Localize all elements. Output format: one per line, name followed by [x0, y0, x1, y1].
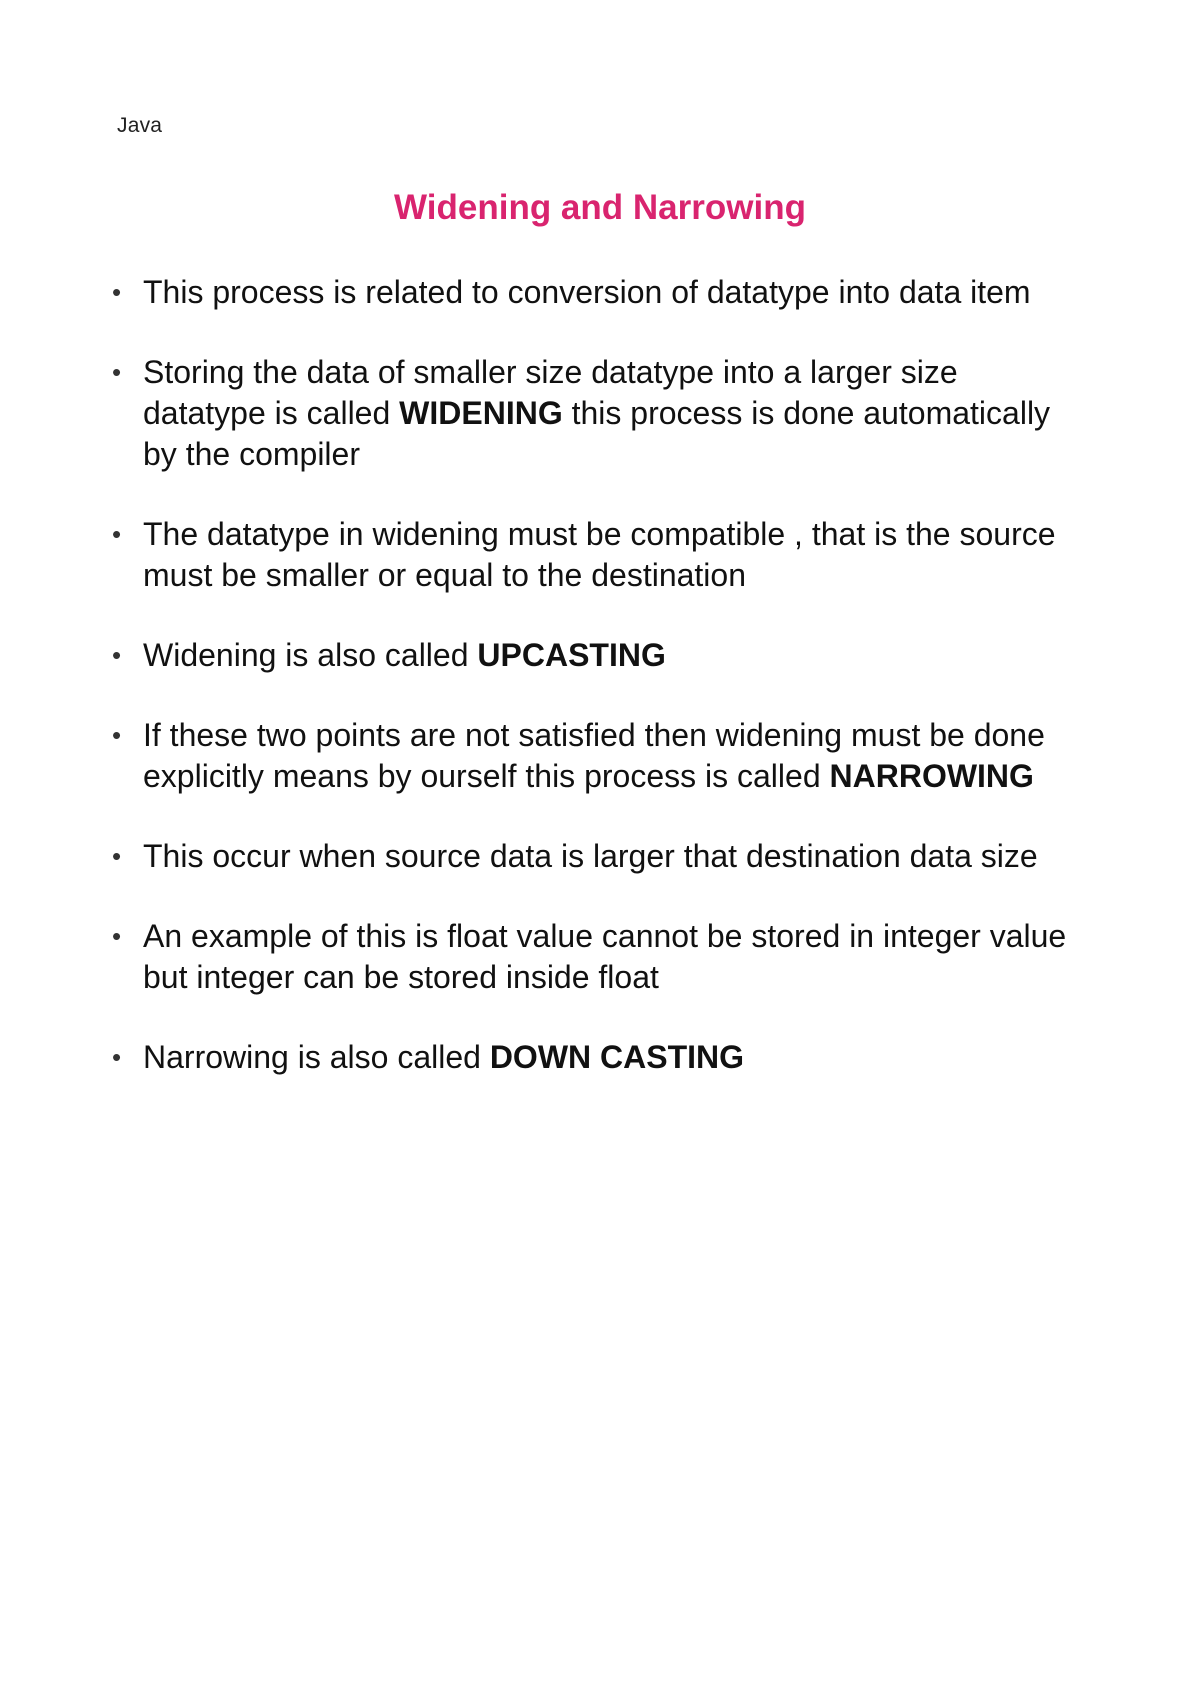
bullet-text: Narrowing is also called	[143, 1039, 490, 1075]
bullet-item	[112, 916, 1082, 998]
document-title: Widening and Narrowing	[394, 188, 806, 227]
bullet-text: An example of this is float value cannot be stored in integer value but integer can be stored inside float	[143, 918, 1067, 995]
bullet-bold-term: WIDENING	[399, 395, 563, 431]
bullet-dot-icon: •	[112, 720, 122, 750]
bullet-dot-icon: •	[112, 640, 122, 670]
bullet-dot-icon: •	[112, 921, 122, 951]
bullet-dot-icon: •	[112, 277, 122, 307]
bullet-item	[112, 715, 1082, 797]
bullet-dot-icon: •	[112, 519, 122, 549]
bullet-text-after: this process is done automatically by the compiler	[143, 395, 1051, 472]
bullet-item	[112, 1037, 1082, 1078]
bullet-text: Storing the data of smaller size datatype into a larger size datatype is called	[143, 354, 958, 431]
bullet-list	[112, 272, 1082, 1117]
bullet-text: Widening is also called	[143, 637, 478, 673]
bullet-item	[112, 836, 1082, 877]
header-label: Java	[117, 114, 163, 137]
bullet-item	[112, 352, 1082, 475]
bullet-bold-term: DOWN CASTING	[489, 1039, 745, 1075]
bullet-item	[112, 272, 1082, 313]
bullet-text: The datatype in widening must be compatible , that is the source must be smaller or equal to the destination	[143, 516, 1056, 593]
bullet-dot-icon: •	[112, 357, 122, 387]
bullet-bold-term: UPCASTING	[477, 637, 666, 673]
bullet-text: This occur when source data is larger that destination data size	[143, 838, 1038, 874]
bullet-text: If these two points are not satisfied then widening must be done explicitly means by ourself this process is called	[143, 717, 1045, 794]
bullet-item	[112, 635, 1082, 676]
bullet-text: This process is related to conversion of datatype into data item	[143, 274, 1031, 310]
bullet-bold-term: NARROWING	[829, 758, 1034, 794]
bullet-dot-icon: •	[112, 841, 122, 871]
bullet-item	[112, 514, 1082, 596]
bullet-dot-icon: •	[112, 1042, 122, 1072]
